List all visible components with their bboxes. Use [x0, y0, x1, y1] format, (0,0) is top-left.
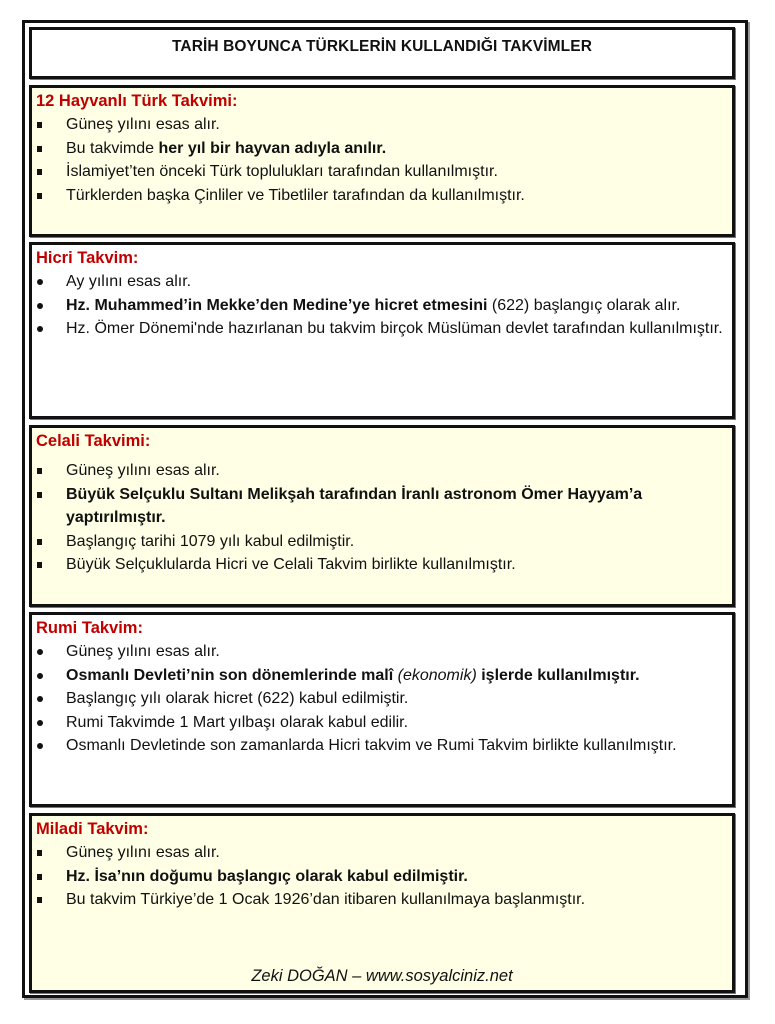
- title-box: [29, 27, 735, 79]
- list-item: [32, 687, 732, 711]
- list-item: [32, 459, 732, 483]
- list-item: [32, 317, 732, 341]
- item-text-bold: her yıl bir hayvan adıyla anılır.: [158, 139, 387, 157]
- item-text: İslamiyet’ten önceki Türk toplulukları tarafından kullanılmıştır.: [66, 163, 498, 180]
- list-item: [32, 160, 732, 184]
- item-text: Rumi Takvimde 1 Mart yılbaşı olarak kabul edilir.: [66, 713, 409, 731]
- section-list: [32, 459, 732, 577]
- section-hicri: [29, 242, 735, 419]
- list-item: [32, 137, 732, 161]
- section-rumi: [29, 612, 735, 807]
- list-item: [32, 664, 732, 688]
- list-item: [32, 530, 732, 554]
- section-miladi: [29, 813, 735, 993]
- list-item: [32, 888, 732, 912]
- list-item: [32, 865, 732, 889]
- item-text: Güneş yılını esas alır.: [66, 844, 220, 861]
- list-item: [32, 184, 732, 208]
- section-12-hayvanli: [29, 85, 735, 237]
- list-item: [32, 711, 732, 735]
- section-list: [32, 640, 732, 758]
- list-item: [32, 553, 732, 577]
- section-heading: Miladi Takvim:: [36, 820, 149, 838]
- item-text: Başlangıç tarihi 1079 yılı kabul edilmiştir.: [66, 532, 355, 550]
- list-item: [32, 113, 732, 137]
- item-text: Güneş yılını esas alır.: [66, 643, 220, 660]
- section-list: [32, 841, 732, 912]
- item-text-italic: (ekonomik): [393, 666, 482, 684]
- section-heading: Celali Takvimi:: [36, 432, 151, 450]
- list-item: [32, 841, 732, 865]
- item-text: Ay yılını esas alır.: [66, 273, 192, 290]
- item-text-bold: Osmanlı Devleti’nin son dönemlerinde malî: [66, 666, 394, 684]
- item-text: Bu takvim Türkiye’de 1 Ocak 1926’dan itibaren kullanılmaya başlanmıştır.: [66, 891, 586, 908]
- item-text: Osmanlı Devletinde son zamanlarda Hicri takvim ve Rumi Takvim birlikte kullanılmıştır.: [66, 737, 677, 754]
- item-text: (622) başlangıç olarak alır.: [487, 296, 681, 314]
- section-heading: Hicri Takvim:: [36, 249, 139, 267]
- list-item: [32, 270, 732, 294]
- item-text: Büyük Selçuklularda Hicri ve Celali Takvim birlikte kullanılmıştır.: [66, 556, 516, 573]
- item-text: Güneş yılını esas alır.: [66, 116, 220, 133]
- item-text-bold: Büyük Selçuklu Sultanı Melikşah tarafından İranlı astronom Ömer Hayyam’a yaptırılmıştır.: [66, 485, 643, 526]
- section-heading: Rumi Takvim:: [36, 619, 143, 637]
- item-text: Başlangıç yılı olarak hicret (622) kabul edilmiştir.: [66, 690, 409, 707]
- section-heading: 12 Hayvanlı Türk Takvimi:: [36, 92, 238, 110]
- item-text: Bu takvimde: [66, 139, 159, 157]
- list-item: [32, 483, 732, 530]
- author-footer: Zeki DOĞAN – www.sosyalciniz.net: [251, 967, 513, 985]
- item-text: Güneş yılını esas alır.: [66, 462, 220, 479]
- item-text-bold: Hz. Muhammed’in Mekke’den Medine’ye hicret etmesini: [66, 296, 488, 314]
- list-item: [32, 640, 732, 664]
- section-list: [32, 113, 732, 207]
- section-celali: [29, 425, 735, 607]
- list-item: [32, 294, 732, 318]
- page-title: TARİH BOYUNCA TÜRKLERİN KULLANDIĞI TAKVİMLER: [171, 38, 592, 55]
- list-item: [32, 734, 732, 758]
- item-text: Türklerden başka Çinliler ve Tibetliler tarafından da kullanılmıştır.: [66, 186, 525, 204]
- item-text-bold: işlerde kullanılmıştır.: [481, 666, 640, 684]
- item-text-bold: Hz. İsa’nın doğumu başlangıç olarak kabul edilmiştir.: [66, 867, 468, 885]
- item-text: Hz. Ömer Dönemi'nde hazırlanan bu takvim birçok Müslüman devlet tarafından kullanılmıştır.: [66, 320, 723, 337]
- section-list: [32, 270, 732, 341]
